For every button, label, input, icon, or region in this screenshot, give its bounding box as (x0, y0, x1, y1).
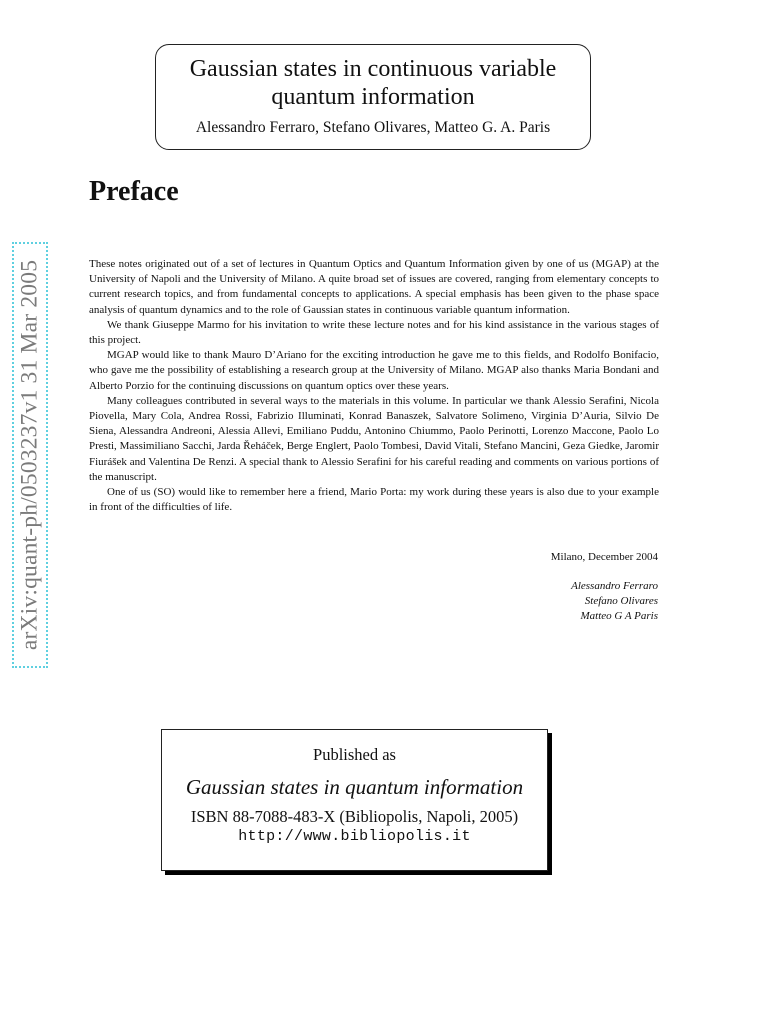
preface-body (89, 257, 659, 515)
document-title (156, 55, 590, 111)
authors: Alessandro Ferraro, Stefano Olivares, Matteo G. A. Paris (195, 119, 551, 136)
title-line-1: Gaussian states in continuous variable (189, 56, 557, 82)
signatory-name: Stefano Olivares (584, 595, 658, 607)
title-line-2: quantum information (271, 84, 475, 110)
published-as-label: Published as (313, 745, 396, 764)
signatory-name: Alessandro Ferraro (571, 580, 658, 592)
book-title: Gaussian states in quantum information (185, 775, 524, 799)
paragraph: MGAP would like to thank Mauro D’Ariano for the exciting introduction he gave me to this fields, and Rodolfo Bonifacio, who gave me the possibility of establishing a research group at the University of Milano. MGAP also thanks Maria Bondani and Alberto Porzio for the continuing discussions on quantum optics over these years. (89, 349, 659, 392)
paragraph: One of us (SO) would like to remember here a friend, Mario Porta: my work during these years is also due to your example in front of the difficulties of life. (89, 486, 659, 514)
paragraph: Many colleagues contributed in several ways to the materials in this volume. In particular we thank Alessio Serafini, Nicola Piovella, Mary Cola, Andrea Rossi, Fabrizio Illuminati, Konrad Banaszek, Salvatore Solimeno, Virginia D’Auria, Silvio De Siena, Alessandra Andreoni, Alessia Allevi, Emiliano Puddu, Antonino Chiummo, Paolo Perinotti, Lorenzo Maccone, Paolo Lo Presti, Massimiliano Sacchi, Jarda Řeháček, Berge Englert, Paolo Tombesi, David Vitali, Stefano Mancini, Geza Giedke, Jaromir Fiurášek and Valentina De Renzi. A special thank to Alessio Serafini for his careful reading and comments on various portions of the manuscript. (89, 394, 659, 483)
place-date: Milano, December 2004 (550, 551, 658, 563)
signoff (551, 550, 658, 624)
preface-heading: Preface (89, 176, 179, 207)
signatory-name: Matteo G A Paris (580, 610, 658, 622)
publisher-url[interactable]: http://www.bibliopolis.it (238, 828, 471, 845)
title-box (155, 44, 591, 150)
arxiv-identifier: arXiv:quant-ph/0503237v1 31 Mar 2005 (16, 259, 43, 651)
paragraph: These notes originated out of a set of lectures in Quantum Optics and Quantum Information given by one of us (MGAP) at the University of Napoli and the University of Milano. A quite broad set of issues are covered, ranging from elementary concepts to current research topics, and from fundamental concepts to applications. A special emphasis has been given to the phase space analysis of quantum dynamics and to the role of Gaussian states in continuous variable quantum information. (89, 258, 659, 316)
paragraph: We thank Giuseppe Marmo for his invitation to write these lecture notes and for his kind assistance in the various stages of this project. (89, 318, 659, 347)
publication-box (161, 729, 548, 871)
isbn: ISBN 88-7088-483-X (Bibliopolis, Napoli, 2005) (190, 807, 519, 826)
arxiv-stamp (12, 242, 48, 668)
